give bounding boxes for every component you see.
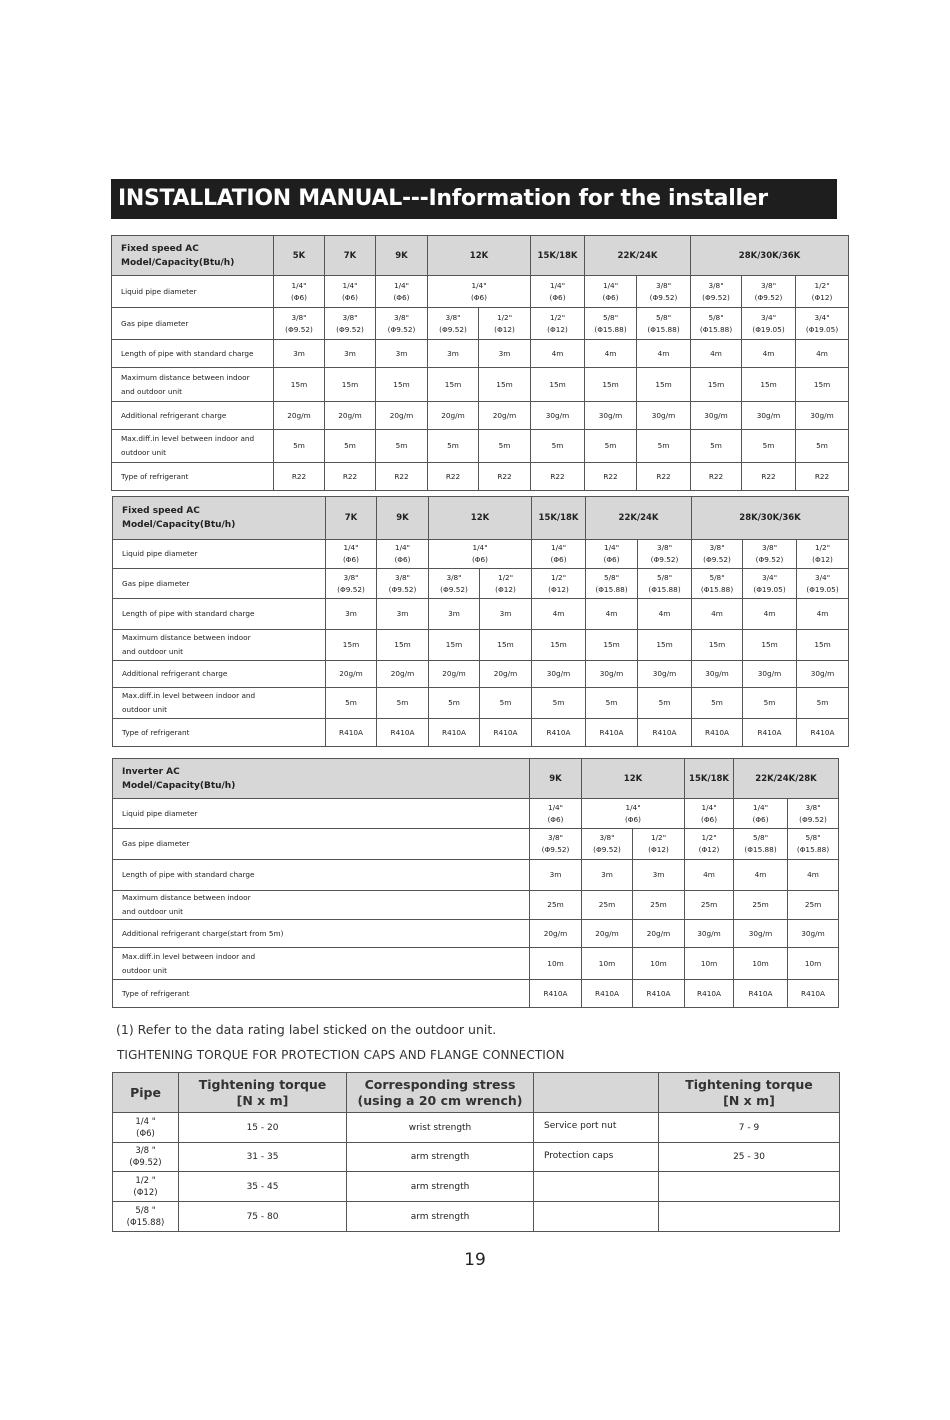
table-cell: 1/4" (Φ6) bbox=[376, 276, 428, 308]
table-cell: R22 bbox=[585, 463, 637, 491]
row-label: Gas pipe diameter bbox=[113, 829, 530, 860]
header-cell: 9K bbox=[377, 497, 429, 540]
table-cell: 3m bbox=[479, 340, 531, 368]
table-cell: Protection caps bbox=[534, 1143, 659, 1172]
header-cell bbox=[534, 1073, 659, 1113]
table-cell: 3m bbox=[582, 860, 633, 891]
row-label: Maximum distance between indoor and outdoor unit bbox=[113, 891, 530, 920]
table-cell: 20g/m bbox=[633, 920, 685, 948]
table-cell: 5m bbox=[429, 688, 480, 719]
table-cell: 5m bbox=[743, 688, 797, 719]
table-cell: 1/4" (Φ6) bbox=[325, 276, 376, 308]
header-cell: 5K bbox=[274, 236, 325, 276]
table-cell: 15m bbox=[376, 368, 428, 402]
table-cell: 5m bbox=[376, 430, 428, 463]
table-cell: 1/4" (Φ6) bbox=[326, 540, 377, 569]
header-cell: 15K/18K bbox=[532, 497, 586, 540]
row-label: Max.diff.in level between indoor and outdoor unit bbox=[113, 688, 326, 719]
table-cell: 30g/m bbox=[532, 661, 586, 688]
table-cell: 3m bbox=[480, 599, 532, 630]
spec-table-fixed-r410a bbox=[112, 496, 849, 747]
table-cell: 3/4" (Φ19.05) bbox=[743, 569, 797, 599]
row-label: Type of refrigerant bbox=[113, 719, 326, 747]
table-header-row bbox=[113, 1073, 840, 1113]
table-cell: 20g/m bbox=[582, 920, 633, 948]
table-cell: 5m bbox=[637, 430, 691, 463]
table-cell bbox=[534, 1172, 659, 1202]
table-cell: 25m bbox=[734, 891, 788, 920]
row-label: Type of refrigerant bbox=[113, 980, 530, 1008]
table-cell: 3m bbox=[429, 599, 480, 630]
table-cell: 1/2" (Φ12) bbox=[532, 569, 586, 599]
table-cell: 15m bbox=[691, 368, 742, 402]
table-cell: 4m bbox=[734, 860, 788, 891]
header-cell: 12K bbox=[582, 759, 685, 799]
table-cell: 30g/m bbox=[788, 920, 839, 948]
model-capacity-label: Fixed speed AC Model/Capacity(Btu/h) bbox=[112, 236, 274, 276]
table-cell bbox=[659, 1172, 840, 1202]
table-cell: 1/4" (Φ6) bbox=[734, 799, 788, 829]
row-label: Max.diff.in level between indoor and outdoor unit bbox=[113, 948, 530, 980]
table-cell: R22 bbox=[637, 463, 691, 491]
page-title-banner bbox=[111, 179, 837, 219]
table-cell: 3/8" (Φ9.52) bbox=[692, 540, 743, 569]
row-label: Length of pipe with standard charge bbox=[113, 599, 326, 630]
table-cell: 4m bbox=[788, 860, 839, 891]
table-cell: 15m bbox=[638, 630, 692, 661]
table-cell: 4m bbox=[532, 599, 586, 630]
row-label: Liquid pipe diameter bbox=[113, 799, 530, 829]
table-cell: 5m bbox=[531, 430, 585, 463]
table-cell: 25m bbox=[582, 891, 633, 920]
table-cell: 20g/m bbox=[274, 402, 325, 430]
header-cell: 28K/30K/36K bbox=[692, 497, 849, 540]
table-cell: 1/2" (Φ12) bbox=[685, 829, 734, 860]
table-cell: 5/8" (Φ15.88) bbox=[586, 569, 638, 599]
table-cell: 30g/m bbox=[692, 661, 743, 688]
table-cell: 5m bbox=[742, 430, 796, 463]
table-row bbox=[112, 340, 849, 368]
table-cell: 30g/m bbox=[531, 402, 585, 430]
table-cell: 30g/m bbox=[691, 402, 742, 430]
table-cell: 5m bbox=[638, 688, 692, 719]
table-cell: 1/4" (Φ6) bbox=[685, 799, 734, 829]
table-cell: 10m bbox=[788, 948, 839, 980]
table-cell: R22 bbox=[479, 463, 531, 491]
table-cell: 3/4" (Φ19.05) bbox=[796, 308, 849, 340]
table-cell: 4m bbox=[637, 340, 691, 368]
table-row bbox=[113, 719, 849, 747]
table-cell: 4m bbox=[585, 340, 637, 368]
table-cell: 30g/m bbox=[734, 920, 788, 948]
table-cell: 3/8" (Φ9.52) bbox=[428, 308, 479, 340]
table-cell: 30g/m bbox=[743, 661, 797, 688]
header-cell: 28K/30K/36K bbox=[691, 236, 849, 276]
table-cell: 20g/m bbox=[429, 661, 480, 688]
table-cell: 1/2" (Φ12) bbox=[796, 276, 849, 308]
table-cell: 5m bbox=[797, 688, 849, 719]
table-cell: arm strength bbox=[347, 1202, 534, 1232]
table-cell: 3/8" (Φ9.52) bbox=[326, 569, 377, 599]
row-label: Type of refrigerant bbox=[112, 463, 274, 491]
table-row bbox=[113, 948, 839, 980]
table-cell: 1/4" (Φ6) bbox=[530, 799, 582, 829]
table-cell: 3/8" (Φ9.52) bbox=[638, 540, 692, 569]
table-cell: 15m bbox=[325, 368, 376, 402]
table-cell: 5/8 " (Φ15.88) bbox=[113, 1202, 179, 1232]
row-label: Additional refrigerant charge bbox=[112, 402, 274, 430]
table-row bbox=[113, 860, 839, 891]
table-cell: 1/4" (Φ6) bbox=[586, 540, 638, 569]
spec-table-fixed-r22 bbox=[111, 235, 849, 491]
table-cell: 20g/m bbox=[326, 661, 377, 688]
table-cell: 3m bbox=[530, 860, 582, 891]
header-cell: 12K bbox=[428, 236, 531, 276]
header-cell: 12K bbox=[429, 497, 532, 540]
torque-table bbox=[112, 1072, 840, 1232]
table-cell: R22 bbox=[531, 463, 585, 491]
table-cell: 1/2" (Φ12) bbox=[531, 308, 585, 340]
table-cell: 15m bbox=[531, 368, 585, 402]
table-cell: 15 - 20 bbox=[179, 1113, 347, 1143]
header-cell: Tightening torque [N x m] bbox=[179, 1073, 347, 1113]
table-cell: 3/8" (Φ9.52) bbox=[274, 308, 325, 340]
table-cell: 3/4" (Φ19.05) bbox=[797, 569, 849, 599]
table-row bbox=[112, 368, 849, 402]
table-header-row bbox=[113, 759, 839, 799]
table-cell: 3/8" (Φ9.52) bbox=[582, 829, 633, 860]
footnote: (1) Refer to the data rating label sticked on the outdoor unit. bbox=[116, 1022, 497, 1037]
table-row bbox=[113, 599, 849, 630]
model-capacity-label: Fixed speed AC Model/Capacity(Btu/h) bbox=[113, 497, 326, 540]
table-cell: 5m bbox=[692, 688, 743, 719]
table-cell: 3/8" (Φ9.52) bbox=[377, 569, 429, 599]
table-cell: 75 - 80 bbox=[179, 1202, 347, 1232]
table-row bbox=[113, 891, 839, 920]
table-cell: 1/4" (Φ6) bbox=[428, 276, 531, 308]
table-cell: R410A bbox=[743, 719, 797, 747]
table-cell: 1/2" (Φ12) bbox=[797, 540, 849, 569]
table-cell: 7 - 9 bbox=[659, 1113, 840, 1143]
table-cell: 1/2" (Φ12) bbox=[633, 829, 685, 860]
table-cell bbox=[659, 1202, 840, 1232]
table-cell: 31 - 35 bbox=[179, 1143, 347, 1172]
table-cell: 4m bbox=[638, 599, 692, 630]
table-cell: R410A bbox=[429, 719, 480, 747]
table-cell: 5m bbox=[428, 430, 479, 463]
table-cell: 5m bbox=[586, 688, 638, 719]
table-cell: R410A bbox=[692, 719, 743, 747]
model-capacity-label: Inverter AC Model/Capacity(Btu/h) bbox=[113, 759, 530, 799]
table-cell: Service port nut bbox=[534, 1113, 659, 1143]
table-cell: 15m bbox=[377, 630, 429, 661]
table-cell: 20g/m bbox=[376, 402, 428, 430]
table-cell: 5m bbox=[325, 430, 376, 463]
table-cell: R410A bbox=[377, 719, 429, 747]
row-label: Maximum distance between indoor and outdoor unit bbox=[112, 368, 274, 402]
table-cell: 1/4" (Φ6) bbox=[377, 540, 429, 569]
table-cell: 15m bbox=[326, 630, 377, 661]
table-cell: 5m bbox=[377, 688, 429, 719]
table-cell: R410A bbox=[530, 980, 582, 1008]
table-cell: R410A bbox=[582, 980, 633, 1008]
table-cell: R410A bbox=[638, 719, 692, 747]
table-cell: 30g/m bbox=[797, 661, 849, 688]
table-cell: 25m bbox=[633, 891, 685, 920]
table-row bbox=[112, 402, 849, 430]
table-row bbox=[113, 540, 849, 569]
table-cell: 5m bbox=[274, 430, 325, 463]
table-cell: 3m bbox=[325, 340, 376, 368]
table-cell: 30g/m bbox=[742, 402, 796, 430]
table-cell: 5m bbox=[532, 688, 586, 719]
table-row bbox=[113, 980, 839, 1008]
table-cell: 3/8 " (Φ9.52) bbox=[113, 1143, 179, 1172]
header-cell: 22K/24K bbox=[586, 497, 692, 540]
table-row bbox=[112, 308, 849, 340]
table-cell: 15m bbox=[743, 630, 797, 661]
table-cell: 30g/m bbox=[796, 402, 849, 430]
table-row bbox=[113, 920, 839, 948]
table-cell: 15m bbox=[585, 368, 637, 402]
table-cell: 5m bbox=[796, 430, 849, 463]
row-label: Length of pipe with standard charge bbox=[113, 860, 530, 891]
table-cell: 20g/m bbox=[479, 402, 531, 430]
table-cell: 5/8" (Φ15.88) bbox=[637, 308, 691, 340]
table-cell: 15m bbox=[692, 630, 743, 661]
header-cell: 15K/18K bbox=[685, 759, 734, 799]
table-cell: 3/8" (Φ9.52) bbox=[637, 276, 691, 308]
spec-table-inverter bbox=[112, 758, 839, 1008]
table-cell: 3/8" (Φ9.52) bbox=[788, 799, 839, 829]
table-cell: 5/8" (Φ15.88) bbox=[638, 569, 692, 599]
table-cell: 25m bbox=[685, 891, 734, 920]
header-cell: 7K bbox=[326, 497, 377, 540]
table-cell: 25m bbox=[530, 891, 582, 920]
table-cell: R410A bbox=[586, 719, 638, 747]
table-cell: 3/8" (Φ9.52) bbox=[530, 829, 582, 860]
table-cell: 15m bbox=[480, 630, 532, 661]
row-label: Maximum distance between indoor and outdoor unit bbox=[113, 630, 326, 661]
table-cell: 1/4" (Φ6) bbox=[532, 540, 586, 569]
table-row bbox=[113, 630, 849, 661]
table-cell: R22 bbox=[742, 463, 796, 491]
table-cell: 1/4" (Φ6) bbox=[274, 276, 325, 308]
page-title: INSTALLATION MANUAL---Information for the installer bbox=[118, 186, 768, 211]
table-cell: 5m bbox=[479, 430, 531, 463]
table-cell: 4m bbox=[586, 599, 638, 630]
table-row bbox=[112, 463, 849, 491]
table-row bbox=[113, 1143, 840, 1172]
table-cell: R22 bbox=[796, 463, 849, 491]
table-row bbox=[112, 430, 849, 463]
table-cell: 3/8" (Φ9.52) bbox=[743, 540, 797, 569]
header-cell: Tightening torque [N x m] bbox=[659, 1073, 840, 1113]
table-row bbox=[113, 799, 839, 829]
row-label: Liquid pipe diameter bbox=[112, 276, 274, 308]
table-cell: 1/4" (Φ6) bbox=[585, 276, 637, 308]
header-cell: 9K bbox=[530, 759, 582, 799]
table-cell: R22 bbox=[325, 463, 376, 491]
table-cell: 4m bbox=[797, 599, 849, 630]
table-row bbox=[113, 829, 839, 860]
table-cell: 3m bbox=[428, 340, 479, 368]
table-cell: 1/2 " (Φ12) bbox=[113, 1172, 179, 1202]
row-label: Additional refrigerant charge(start from 5m) bbox=[113, 920, 530, 948]
table-cell: 15m bbox=[742, 368, 796, 402]
table-cell: 1/4" (Φ6) bbox=[531, 276, 585, 308]
table-cell: R410A bbox=[326, 719, 377, 747]
table-cell bbox=[534, 1202, 659, 1232]
table-cell: 25m bbox=[788, 891, 839, 920]
page-number: 19 bbox=[464, 1250, 486, 1270]
table-cell: R22 bbox=[376, 463, 428, 491]
table-cell: 5/8" (Φ15.88) bbox=[585, 308, 637, 340]
table-cell: 5/8" (Φ15.88) bbox=[692, 569, 743, 599]
table-cell: 10m bbox=[685, 948, 734, 980]
table-cell: 4m bbox=[692, 599, 743, 630]
table-cell: 3m bbox=[377, 599, 429, 630]
table-cell: 15m bbox=[586, 630, 638, 661]
table-cell: 4m bbox=[691, 340, 742, 368]
table-cell: 3/8" (Φ9.52) bbox=[429, 569, 480, 599]
table-cell: 10m bbox=[530, 948, 582, 980]
table-cell: 4m bbox=[742, 340, 796, 368]
table-cell: 10m bbox=[633, 948, 685, 980]
header-cell: Corresponding stress (using a 20 cm wrench) bbox=[347, 1073, 534, 1113]
table-cell: 10m bbox=[582, 948, 633, 980]
table-cell: wrist strength bbox=[347, 1113, 534, 1143]
table-header-row bbox=[112, 236, 849, 276]
table-cell: 25 - 30 bbox=[659, 1143, 840, 1172]
table-cell: 1/2" (Φ12) bbox=[480, 569, 532, 599]
table-cell: 20g/m bbox=[325, 402, 376, 430]
table-cell: R410A bbox=[480, 719, 532, 747]
table-cell: 1/2" (Φ12) bbox=[479, 308, 531, 340]
header-cell: 7K bbox=[325, 236, 376, 276]
table-cell: 5/8" (Φ15.88) bbox=[788, 829, 839, 860]
table-cell: 3m bbox=[376, 340, 428, 368]
table-row bbox=[112, 276, 849, 308]
row-label: Gas pipe diameter bbox=[112, 308, 274, 340]
table-cell: 30g/m bbox=[586, 661, 638, 688]
table-cell: 3m bbox=[326, 599, 377, 630]
table-cell: 3m bbox=[274, 340, 325, 368]
table-cell: 30g/m bbox=[638, 661, 692, 688]
table-cell: 4m bbox=[685, 860, 734, 891]
table-cell: 1/4" (Φ6) bbox=[429, 540, 532, 569]
header-cell: 22K/24K bbox=[585, 236, 691, 276]
table-cell: R410A bbox=[734, 980, 788, 1008]
table-cell: R410A bbox=[797, 719, 849, 747]
table-cell: R410A bbox=[532, 719, 586, 747]
table-cell: 1/4" (Φ6) bbox=[582, 799, 685, 829]
table-cell: 5/8" (Φ15.88) bbox=[734, 829, 788, 860]
row-label: Length of pipe with standard charge bbox=[112, 340, 274, 368]
table-cell: 20g/m bbox=[428, 402, 479, 430]
table-cell: R410A bbox=[633, 980, 685, 1008]
table-cell: 5m bbox=[480, 688, 532, 719]
table-row bbox=[113, 1113, 840, 1143]
table-cell: 20g/m bbox=[377, 661, 429, 688]
table-header-row bbox=[113, 497, 849, 540]
table-cell: 5m bbox=[326, 688, 377, 719]
table-cell: 30g/m bbox=[585, 402, 637, 430]
row-label: Gas pipe diameter bbox=[113, 569, 326, 599]
table-cell: 1/4 " (Φ6) bbox=[113, 1113, 179, 1143]
table-cell: 30g/m bbox=[637, 402, 691, 430]
table-cell: 3/8" (Φ9.52) bbox=[691, 276, 742, 308]
table-cell: 15m bbox=[428, 368, 479, 402]
row-label: Additional refrigerant charge bbox=[113, 661, 326, 688]
header-cell: 9K bbox=[376, 236, 428, 276]
table-cell: R22 bbox=[691, 463, 742, 491]
torque-section-title: TIGHTENING TORQUE FOR PROTECTION CAPS AND FLANGE CONNECTION bbox=[117, 1048, 565, 1062]
table-cell: 20g/m bbox=[480, 661, 532, 688]
table-cell: 15m bbox=[637, 368, 691, 402]
row-label: Max.diff.in level between indoor and outdoor unit bbox=[112, 430, 274, 463]
table-cell: arm strength bbox=[347, 1143, 534, 1172]
table-cell: R410A bbox=[685, 980, 734, 1008]
table-cell: 4m bbox=[796, 340, 849, 368]
table-cell: arm strength bbox=[347, 1172, 534, 1202]
header-cell: 15K/18K bbox=[531, 236, 585, 276]
table-cell: 15m bbox=[532, 630, 586, 661]
table-cell: 15m bbox=[429, 630, 480, 661]
header-cell: Pipe bbox=[113, 1073, 179, 1113]
table-cell: 3/8" (Φ9.52) bbox=[325, 308, 376, 340]
table-cell: 3/4" (Φ19.05) bbox=[742, 308, 796, 340]
table-cell: 20g/m bbox=[530, 920, 582, 948]
table-cell: 30g/m bbox=[685, 920, 734, 948]
table-cell: 3/8" (Φ9.52) bbox=[376, 308, 428, 340]
row-label: Liquid pipe diameter bbox=[113, 540, 326, 569]
table-cell: 5m bbox=[585, 430, 637, 463]
table-cell: R410A bbox=[788, 980, 839, 1008]
table-cell: 4m bbox=[743, 599, 797, 630]
table-cell: 15m bbox=[796, 368, 849, 402]
table-cell: 4m bbox=[531, 340, 585, 368]
table-cell: 3m bbox=[633, 860, 685, 891]
table-row bbox=[113, 661, 849, 688]
table-cell: 3/8" (Φ9.52) bbox=[742, 276, 796, 308]
table-cell: 15m bbox=[797, 630, 849, 661]
table-cell: 35 - 45 bbox=[179, 1172, 347, 1202]
table-cell: 15m bbox=[479, 368, 531, 402]
table-cell: 15m bbox=[274, 368, 325, 402]
header-cell: 22K/24K/28K bbox=[734, 759, 839, 799]
table-row bbox=[113, 569, 849, 599]
table-row bbox=[113, 688, 849, 719]
table-row bbox=[113, 1172, 840, 1202]
table-cell: R22 bbox=[274, 463, 325, 491]
table-cell: 10m bbox=[734, 948, 788, 980]
table-row bbox=[113, 1202, 840, 1232]
table-cell: 5/8" (Φ15.88) bbox=[691, 308, 742, 340]
table-cell: R22 bbox=[428, 463, 479, 491]
table-cell: 5m bbox=[691, 430, 742, 463]
